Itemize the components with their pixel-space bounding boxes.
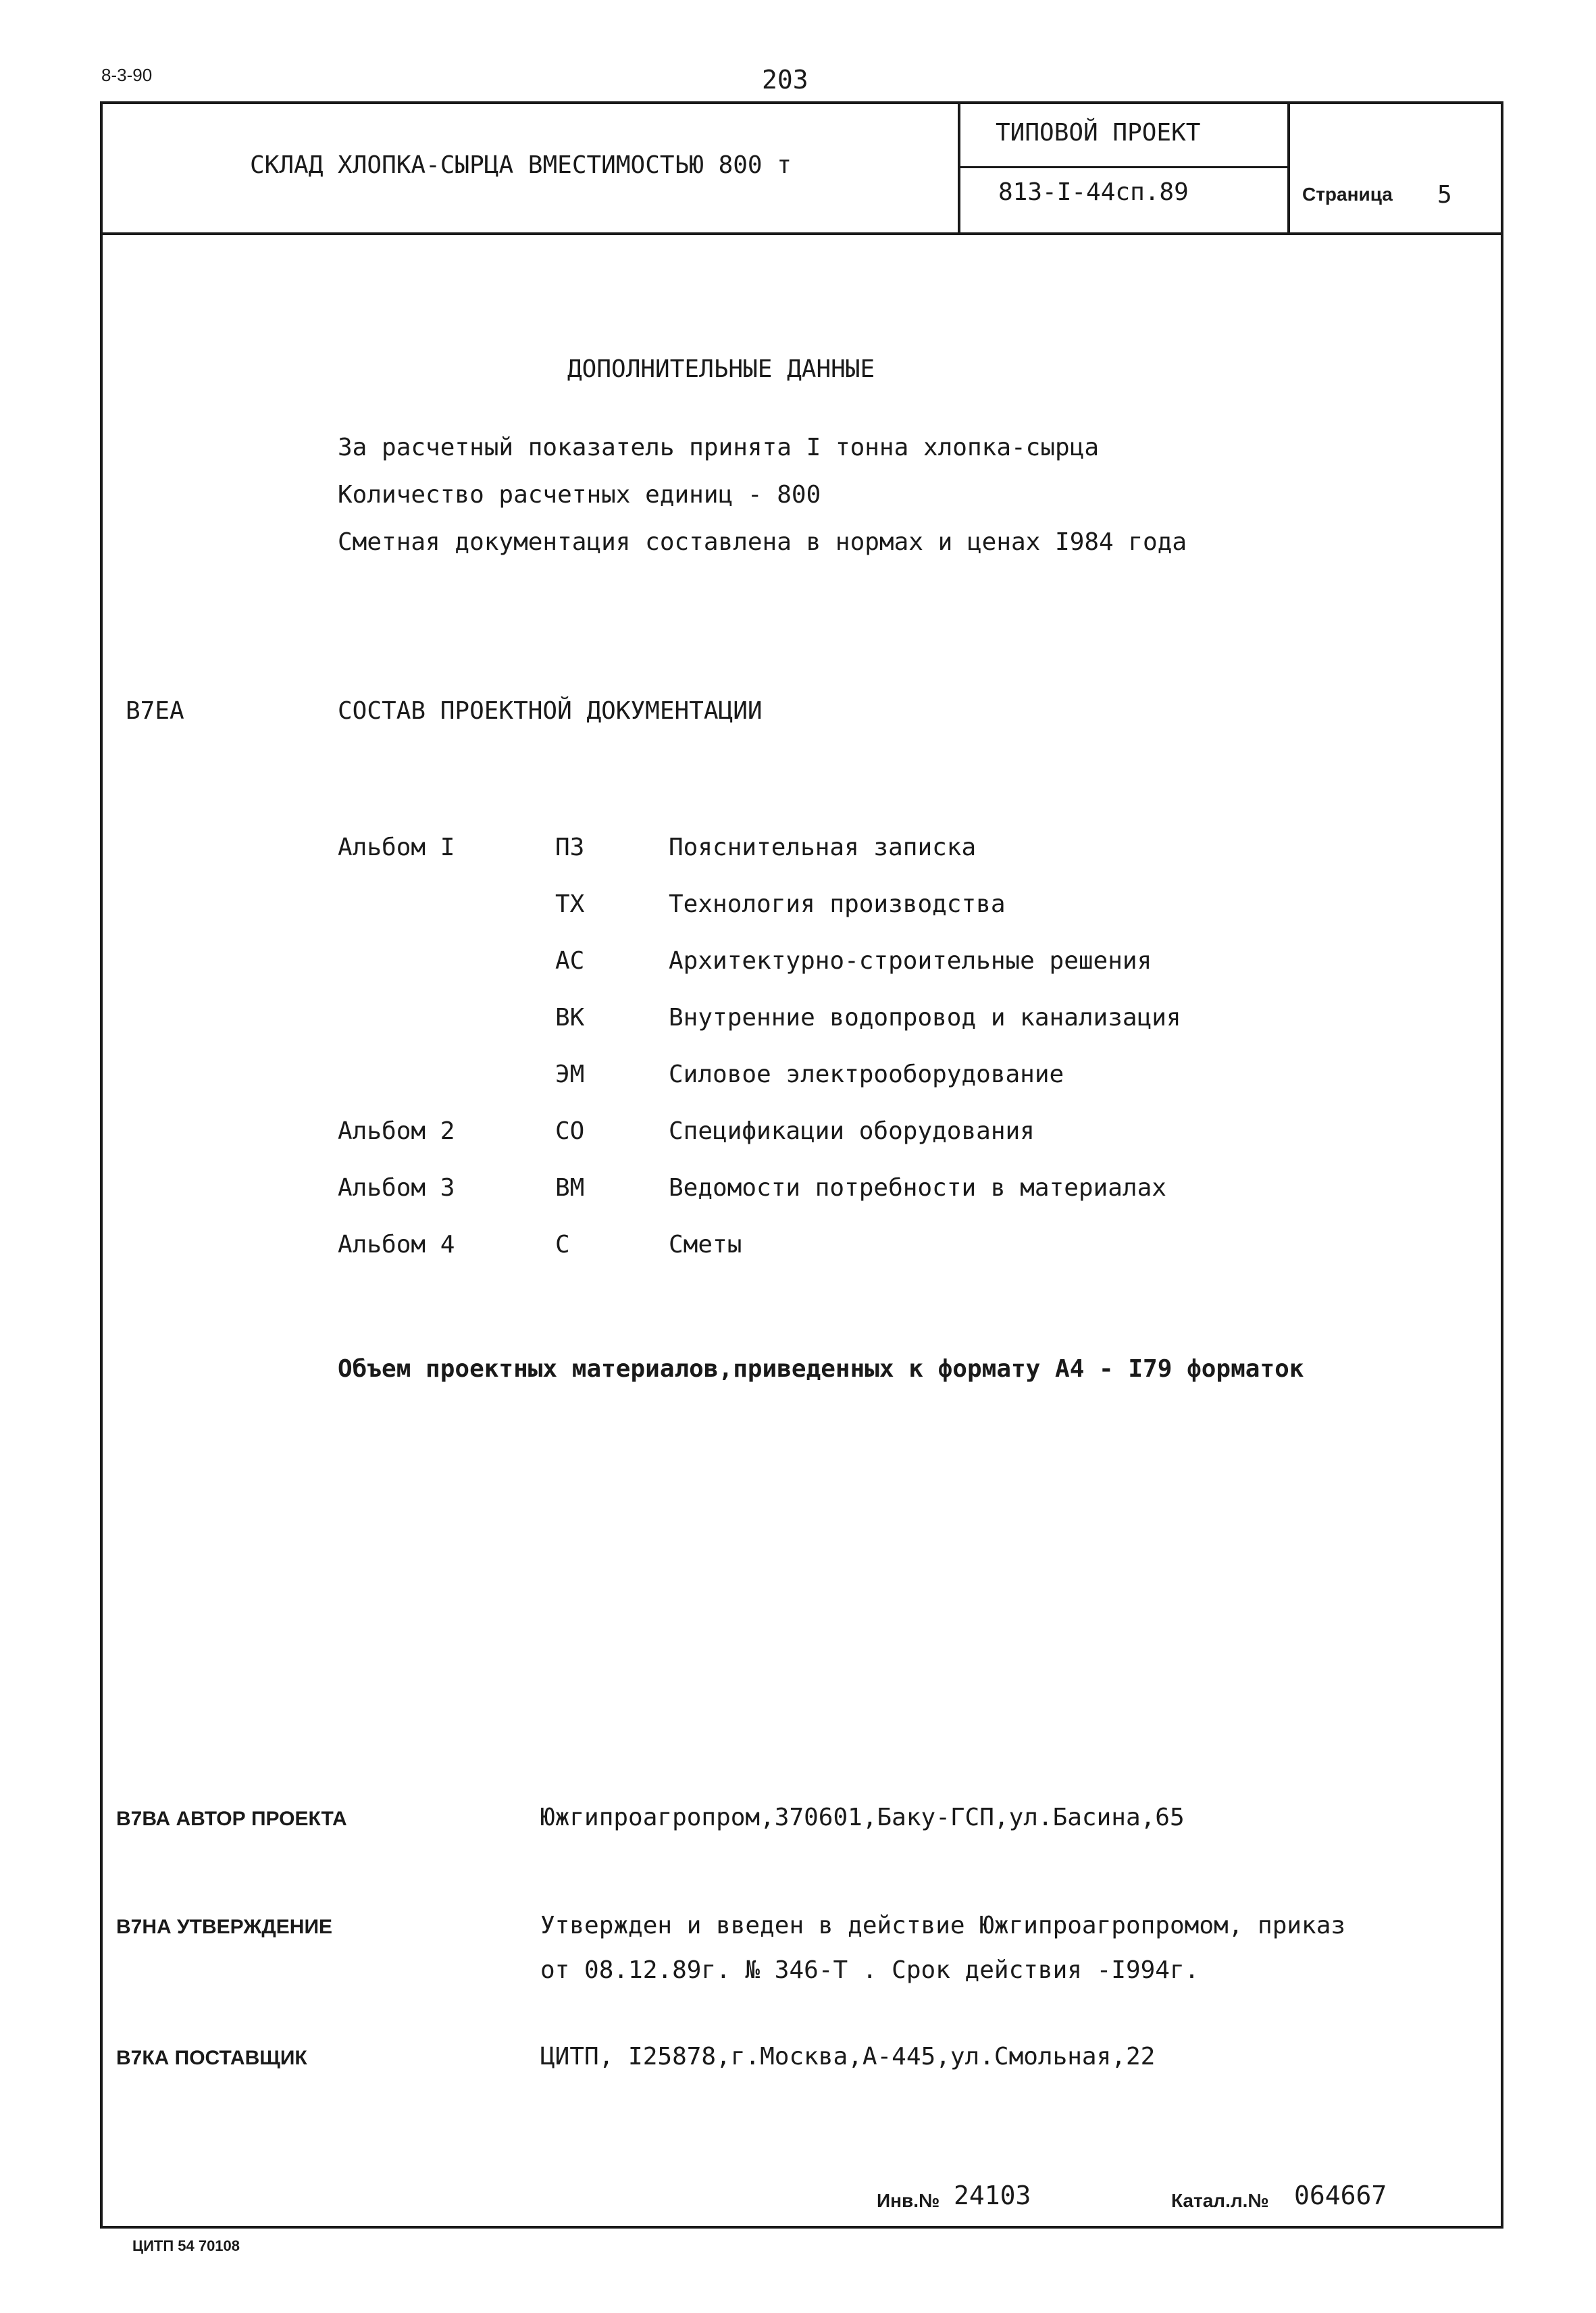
catalog-label: Катал.л.№ bbox=[1171, 2190, 1269, 2211]
section-name: Спецификации оборудования bbox=[669, 1117, 1035, 1145]
author-label: В7ВА АВТОР ПРОЕКТА bbox=[116, 1808, 347, 1830]
additional-data-heading: ДОПОЛНИТЕЛЬНЫЕ ДАННЫЕ bbox=[567, 355, 875, 383]
catalog-number: 064667 bbox=[1294, 2181, 1387, 2210]
album-label: Альбом 3 bbox=[338, 1174, 455, 1202]
album-label: Альбом I bbox=[338, 834, 455, 861]
section-name: Внутренние водопровод и канализация bbox=[669, 1004, 1181, 1032]
author-value: Южгипроагропром,370601,Баку-ГСП,ул.Басина,65 bbox=[540, 1804, 1185, 1831]
section-code: ВМ bbox=[555, 1174, 585, 1202]
section-code: СО bbox=[555, 1117, 585, 1145]
document-code: 8-3-90 bbox=[101, 65, 153, 85]
composition-code: В7ЕА bbox=[126, 697, 184, 725]
print-code: ЦИТП 54 70108 bbox=[132, 2237, 240, 2254]
section-code: ТХ bbox=[555, 890, 585, 918]
album-label: Альбом 2 bbox=[338, 1117, 455, 1145]
inventory-number: 24103 bbox=[954, 2181, 1031, 2210]
supplier-value: ЦИТП, I25878,г.Москва,А-445,ул.Смольная,22 bbox=[540, 2043, 1156, 2070]
section-code: ЭМ bbox=[555, 1061, 585, 1088]
title-block-separator-1 bbox=[958, 101, 960, 235]
section-code: ВК bbox=[555, 1004, 585, 1032]
section-code: АС bbox=[555, 947, 585, 975]
approval-line-2: от 08.12.89г. № 346-Т . Срок действия -I994г. bbox=[540, 1956, 1200, 1984]
section-name: Ведомости потребности в материалах bbox=[669, 1174, 1166, 1202]
additional-line-3: Сметная документация составлена в нормах и ценах I984 года bbox=[338, 528, 1187, 556]
approval-label: В7НА УТВЕРЖДЕНИЕ bbox=[116, 1916, 333, 1938]
additional-line-2: Количество расчетных единиц - 800 bbox=[338, 481, 821, 509]
section-name: Сметы bbox=[669, 1231, 742, 1259]
approval-line-1: Утвержден и введен в действие Южгипроагропромом, приказ bbox=[540, 1912, 1346, 1939]
volume-statement: Объем проектных материалов,приведенных к формату А4 - I79 форматок bbox=[338, 1355, 1304, 1383]
inventory-label: Инв.№ bbox=[877, 2190, 940, 2211]
section-code: ПЗ bbox=[555, 834, 585, 861]
sheet-number: 203 bbox=[762, 65, 808, 95]
section-name: Архитектурно-строительные решения bbox=[669, 947, 1152, 975]
composition-heading: СОСТАВ ПРОЕКТНОЙ ДОКУМЕНТАЦИИ bbox=[338, 697, 763, 725]
section-name: Технология производства bbox=[669, 890, 1006, 918]
album-label: Альбом 4 bbox=[338, 1231, 455, 1259]
section-name: Силовое электрооборудование bbox=[669, 1061, 1064, 1088]
additional-line-1: За расчетный показатель принята I тонна хлопка-сырца bbox=[338, 434, 1100, 461]
section-code: С bbox=[555, 1231, 570, 1259]
supplier-label: В7КА ПОСТАВЩИК bbox=[116, 2047, 307, 2069]
section-name: Пояснительная записка bbox=[669, 834, 977, 861]
page-value: 5 bbox=[1437, 181, 1452, 209]
title-block-divider bbox=[100, 232, 1503, 235]
project-type-label: ТИПОВОЙ ПРОЕКТ bbox=[996, 119, 1201, 147]
page-label: Страница bbox=[1302, 184, 1393, 205]
project-code: 813-I-44сп.89 bbox=[998, 178, 1189, 206]
title-block-separator-2 bbox=[1287, 101, 1290, 235]
project-cell-divider bbox=[958, 166, 1289, 168]
document-title: СКЛАД ХЛОПКА-СЫРЦА ВМЕСТИМОСТЬЮ 800 т bbox=[250, 151, 792, 179]
document-frame bbox=[100, 101, 1503, 2229]
